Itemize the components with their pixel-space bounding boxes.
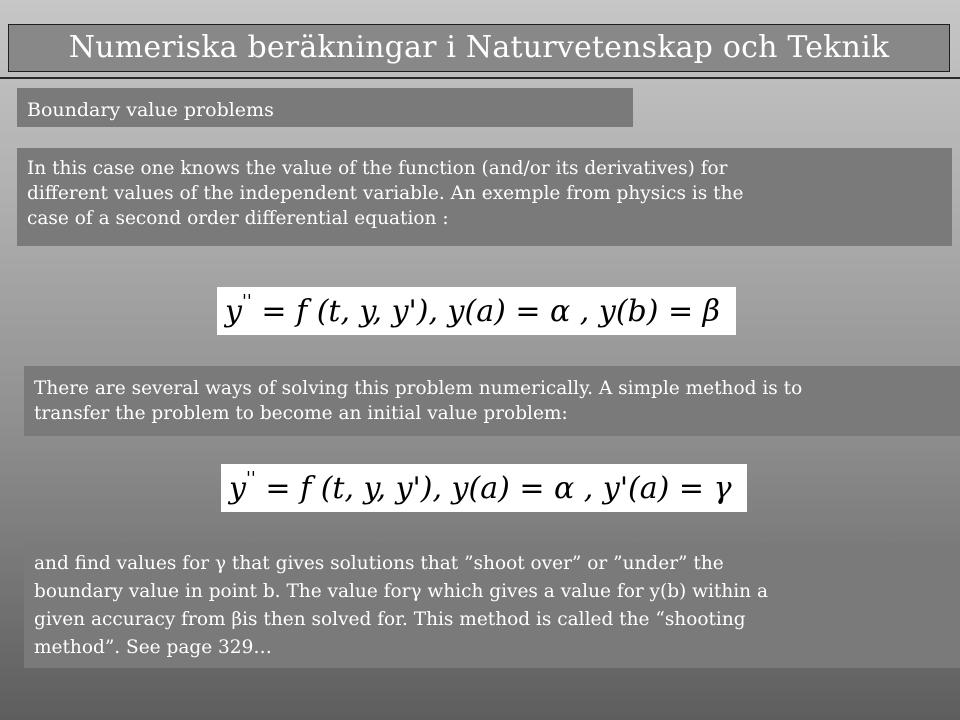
- equation2-rhs: = f (t, y, y'), y(a) = α , y'(a) = γ: [255, 471, 732, 506]
- intro-line-2: different values of the independent variable. An exemple from physics is the: [27, 183, 744, 204]
- shooting-line-4: method”. See page 329…: [34, 637, 272, 658]
- method-line-1: There are several ways of solving this problem numerically. A simple method is to: [34, 378, 803, 399]
- shooting-paragraph: [24, 542, 960, 668]
- intro-line-3: case of a second order differential equation :: [27, 208, 449, 229]
- boundary-value-equation: [217, 287, 736, 335]
- equation2-lhs: y: [229, 471, 246, 506]
- method-line-2: transfer the problem to become an initial value problem:: [34, 403, 568, 424]
- method-paragraph: [24, 366, 960, 436]
- intro-line-1: In this case one knows the value of the function (and/or its derivatives) for: [27, 158, 728, 179]
- shooting-line-1: and find values for γ that gives solutions that ”shoot over” or ”under” the: [34, 553, 724, 574]
- equation1-lhs: y: [225, 294, 242, 329]
- equation2-prime: '': [245, 468, 256, 489]
- shooting-line-3: given accuracy from βis then solved for. This method is called the “shooting: [34, 609, 746, 630]
- shooting-line-2: boundary value in point b. The value forγ which gives a value for y(b) within a: [34, 581, 769, 602]
- slide-title: Numeriska beräkningar i Naturvetenskap och Teknik: [8, 24, 950, 72]
- section-heading: Boundary value problems: [17, 88, 633, 127]
- intro-paragraph: [17, 148, 952, 246]
- equation1-rhs: = f (t, y, y'), y(a) = α , y(b) = β: [251, 294, 720, 329]
- equation1-prime: '': [241, 291, 252, 312]
- title-divider: [0, 77, 960, 79]
- initial-value-equation: [221, 464, 747, 512]
